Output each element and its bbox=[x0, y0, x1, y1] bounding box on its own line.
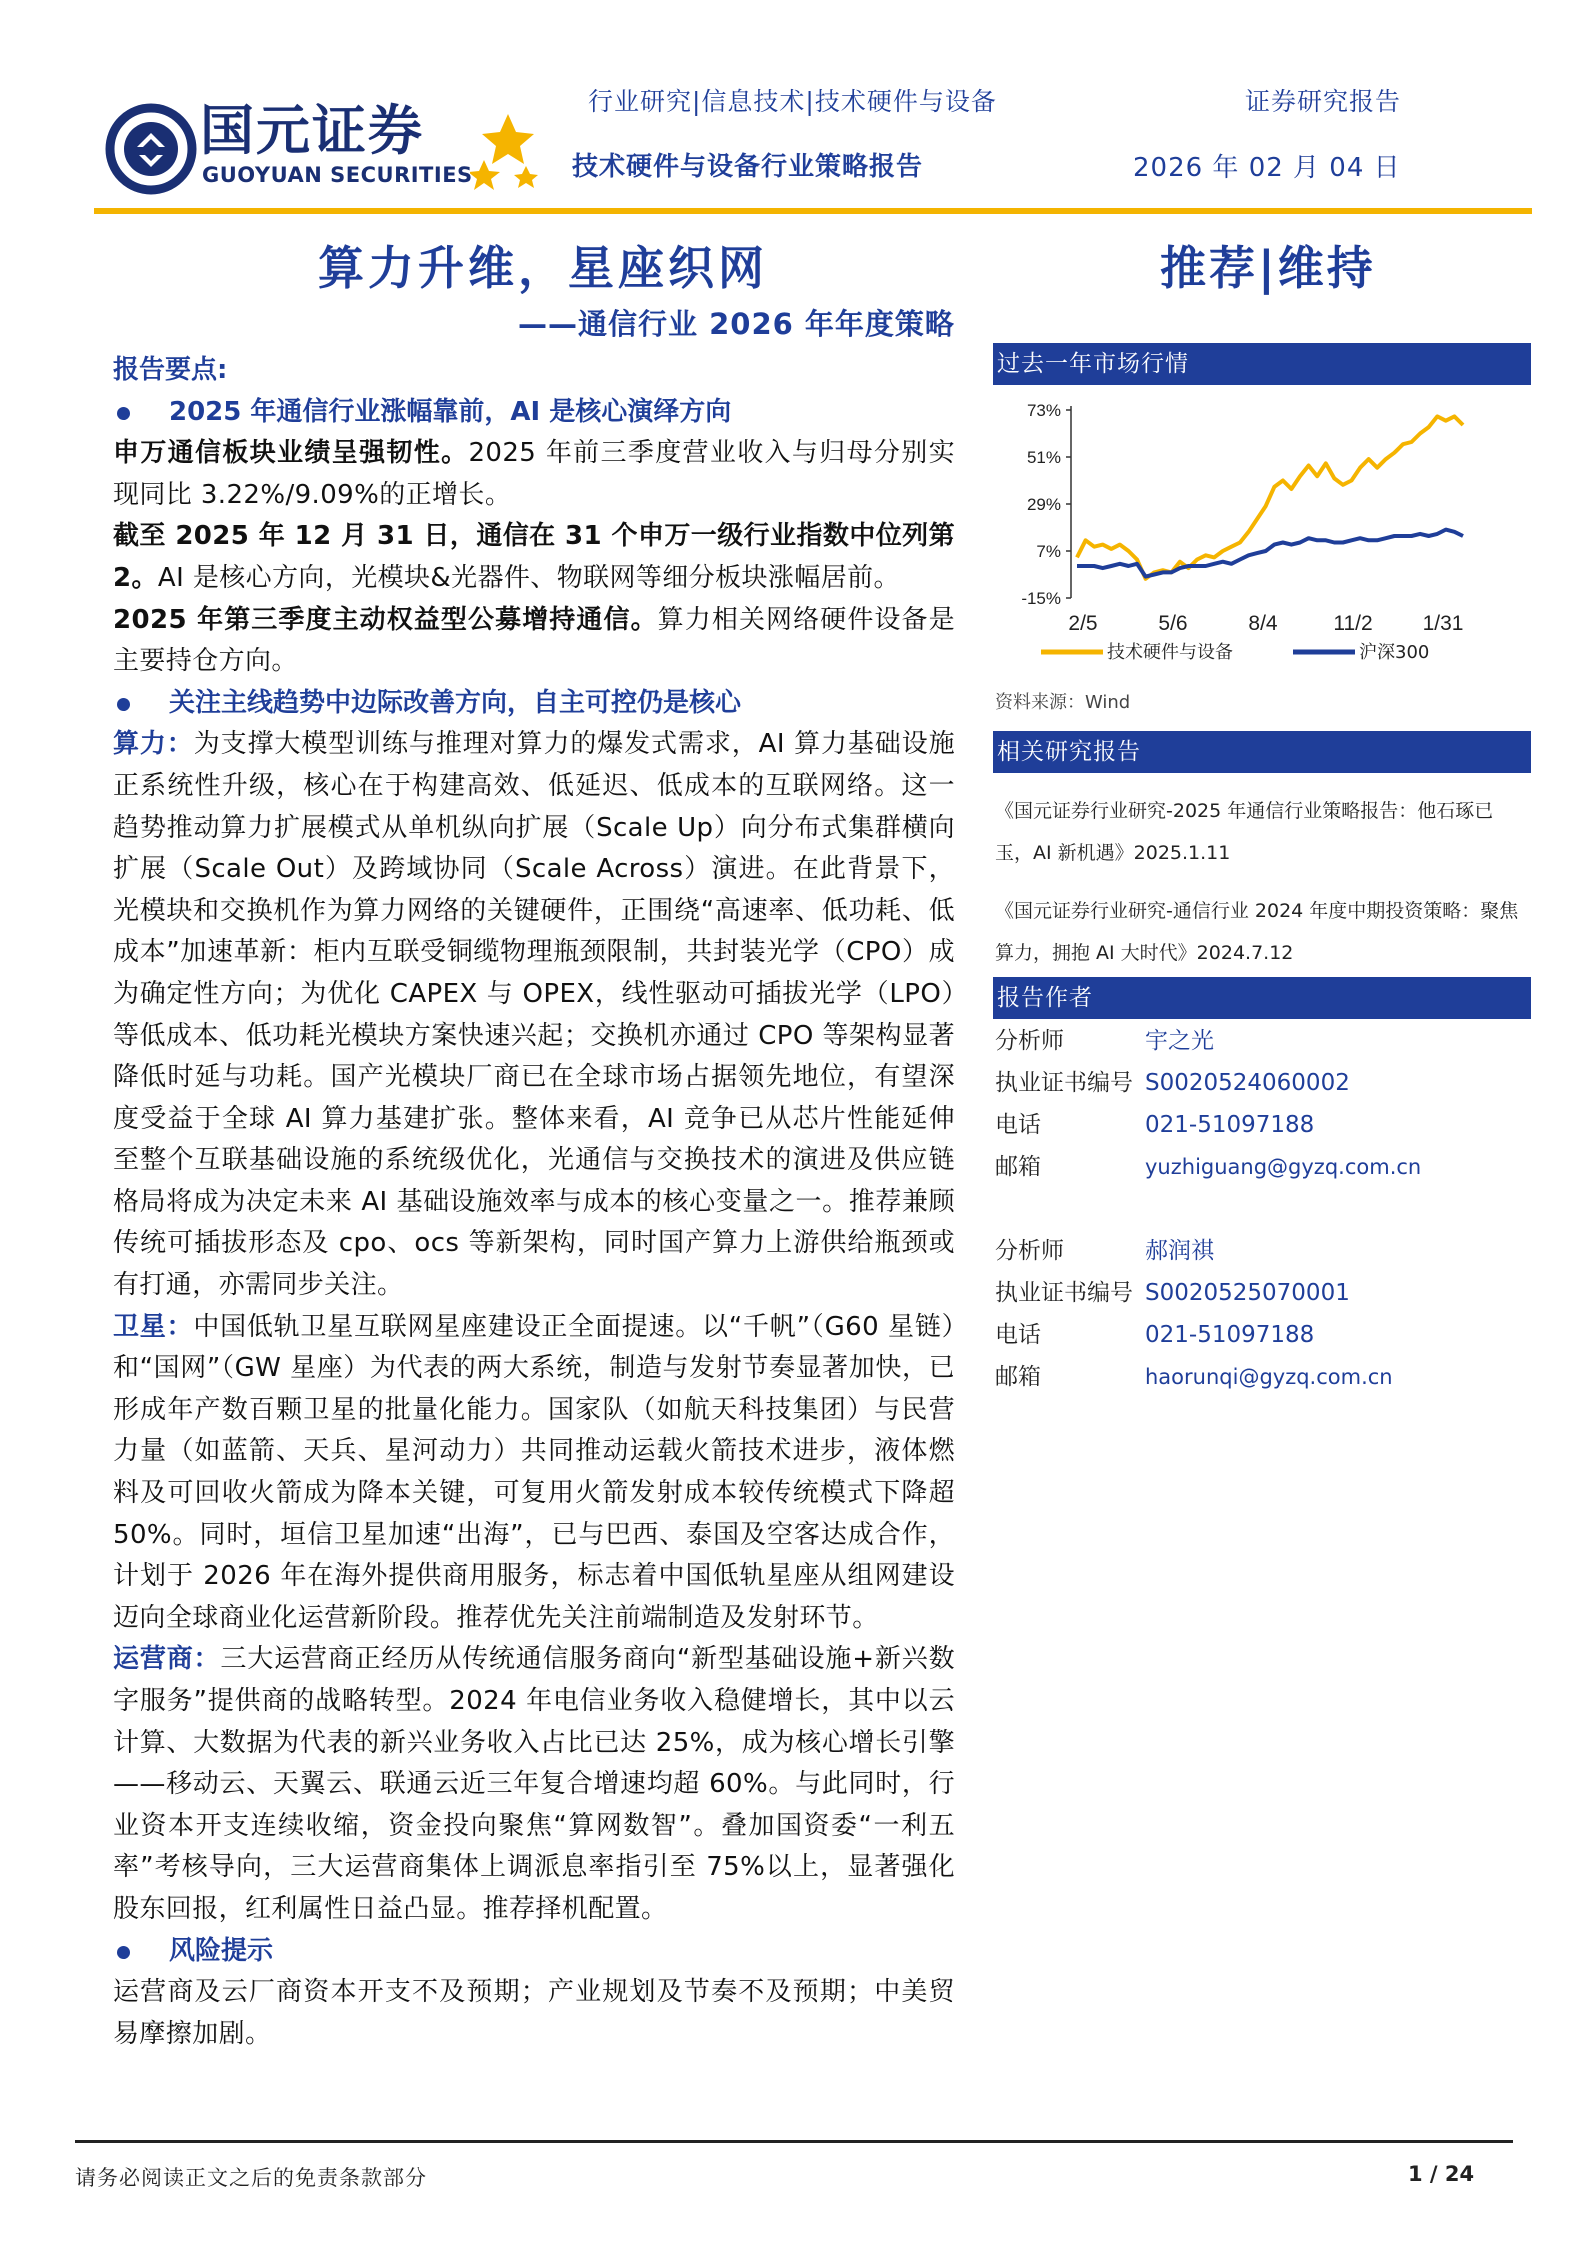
x-tick-label: 11/2 bbox=[1333, 612, 1373, 635]
paragraph-operators-text: 三大运营商正经历从传统通信服务商向“新型基础设施+新兴数字服务”提供商的战略转型。2024 年电信业务收入稳健增长，其中以云计算、大数据为代表的新兴业务收入占比已达 25%，成为核心增长引擎——移动云、天翼云、联通云近三年复合增速均超 60%。与此同时，行业资本开支连续收缩，资金投向聚焦“算网数智”。叠加国资委“一利五率”考核导向，三大运营商集体上调派息率指引至 75%以上，显著强化股东回报，红利属性日益凸显。推荐择机配置。 bbox=[113, 1644, 955, 1924]
label-cert: 执业证书编号 bbox=[995, 1070, 1133, 1096]
series-line-1 bbox=[1077, 416, 1463, 578]
label-analyst: 分析师 bbox=[995, 1028, 1064, 1054]
related-report-2[interactable]: 《国元证券行业研究-通信行业 2024 年度中期投资策略：聚焦算力，拥抱 AI 大时代》2024.7.12 bbox=[995, 900, 1519, 964]
related-report-1[interactable]: 《国元证券行业研究-2025 年通信行业策略报告：他石琢已玉，AI 新机遇》2025.1.11 bbox=[995, 800, 1494, 864]
author-2-cert-row bbox=[995, 1272, 1531, 1314]
label-phone: 电话 bbox=[995, 1112, 1041, 1138]
author-1-cert-row bbox=[995, 1062, 1531, 1104]
rating: 推荐|维持 bbox=[1160, 241, 1376, 295]
y-tick-label: 29% bbox=[1026, 495, 1061, 514]
author-2-email[interactable]: haorunqi@gyzq.com.cn bbox=[1145, 1365, 1393, 1389]
section-label: 报告要点: bbox=[113, 355, 228, 385]
label-phone: 电话 bbox=[995, 1322, 1041, 1348]
paragraph-operators-label: 运营商： bbox=[113, 1644, 221, 1675]
y-tick-label: -15% bbox=[1021, 589, 1061, 608]
paragraph-satellite-text: 中国低轨卫星互联网星座建设正全面提速。以“千帆”（G60 星链）和“国网”（GW 星座）为代表的两大系统，制造与发射节奏显著加快，已形成年产数百颗卫星的批量化能力。国家队（如航天科技集团）与民营力量（如蓝箭、天兵、星河动力）共同推动运载火箭技术进步，液体燃料及可回收火箭成为降本关键，可复用火箭发射成本较传统模式下降超 50%。同时，垣信卫星加速“出海”，已与巴西、泰国及空客达成合作，计划于 2026 年在海外提供商用服务，标志着中国低轨星座从组网建设迈向全球商业化运营新阶段。推荐优先关注前端制造及发射环节。 bbox=[113, 1311, 955, 1633]
x-tick-label: 8/4 bbox=[1248, 612, 1278, 635]
header-subtitle: 技术硬件与设备行业策略报告 bbox=[572, 152, 924, 182]
paragraph-1-lead: 申万通信板块业绩呈强韧性。 bbox=[113, 438, 469, 469]
authors-title-bar: 报告作者 bbox=[993, 977, 1531, 1019]
y-tick-label: 73% bbox=[1026, 401, 1061, 420]
market-title-bar: 过去一年市场行情 bbox=[993, 343, 1531, 385]
author-2-name: 郝润祺 bbox=[1145, 1238, 1214, 1264]
paragraph-computing bbox=[113, 724, 955, 1306]
header-report-type: 证券研究报告 bbox=[1245, 87, 1402, 116]
footer-divider bbox=[75, 2140, 1513, 2143]
author-2-phone-row bbox=[995, 1314, 1531, 1356]
x-tick-label: 2/5 bbox=[1068, 612, 1098, 635]
header-date: 2026 年 02 月 04 日 bbox=[1133, 153, 1401, 183]
author-1-email-row bbox=[995, 1146, 1531, 1188]
paragraph-2-text: AI 是核心方向，光模块&光器件、物联网等细分板块涨幅居前。 bbox=[157, 562, 900, 593]
legend-label-2: 沪深300 bbox=[1359, 642, 1430, 663]
header-divider bbox=[94, 208, 1532, 214]
logo-text-en: GUOYUAN SECURITIES bbox=[202, 163, 473, 187]
author-2-email-row bbox=[995, 1356, 1531, 1398]
paragraph-operators bbox=[113, 1639, 955, 1930]
related-reports-title-bar: 相关研究报告 bbox=[993, 731, 1531, 773]
paragraph-risk: 运营商及云厂商资本开支不及预期；产业规划及节奏不及预期；中美贸易摩擦加剧。 bbox=[113, 1977, 955, 2049]
paragraph-computing-label: 算力： bbox=[113, 729, 194, 760]
chart-series bbox=[1077, 416, 1463, 578]
author-1-email[interactable]: yuzhiguang@gyzq.com.cn bbox=[1145, 1155, 1422, 1179]
report-summary bbox=[113, 350, 955, 2055]
author-2-phone: 021-51097188 bbox=[1145, 1322, 1315, 1348]
label-email: 邮箱 bbox=[995, 1364, 1041, 1390]
report-subtitle: ——通信行业 2026 年年度策略 bbox=[518, 307, 955, 341]
author-1-cert: S0020524060002 bbox=[1145, 1070, 1350, 1096]
logo-text-cn: 国元证券 bbox=[200, 99, 424, 162]
y-tick-label: 7% bbox=[1036, 542, 1061, 561]
legend-label-1: 技术硬件与设备 bbox=[1107, 642, 1233, 663]
paragraph-satellite bbox=[113, 1307, 955, 1640]
author-2-name-row bbox=[995, 1230, 1531, 1272]
author-1-phone-row bbox=[995, 1104, 1531, 1146]
chart-y-axis bbox=[1021, 401, 1071, 608]
x-tick-label: 1/31 bbox=[1422, 612, 1464, 635]
paragraph-3-text: 算力相关网络硬件设备是主要持仓方向。 bbox=[113, 604, 955, 677]
chart-source: 资料来源：Wind bbox=[995, 692, 1131, 713]
chart-legend bbox=[1041, 642, 1429, 663]
logo-emblem-icon bbox=[105, 103, 197, 195]
paragraph-1-text: 2025 年前三季度营业收入与归母分别实现同比 3.22%/9.09%的正增长。 bbox=[113, 438, 956, 510]
paragraph-3 bbox=[113, 600, 955, 683]
paragraph-2 bbox=[113, 516, 955, 599]
x-tick-label: 5/6 bbox=[1158, 612, 1188, 635]
chart-x-axis bbox=[1068, 612, 1463, 635]
report-title: 算力升维，星座织网 bbox=[318, 241, 768, 295]
bullet-heading-risk: 风险提示 bbox=[113, 1931, 955, 1973]
footer-disclaimer: 请务必阅读正文之后的免责条款部分 bbox=[75, 2166, 427, 2190]
author-1-name-row bbox=[995, 1020, 1531, 1062]
paragraph-3-lead: 2025 年第三季度主动权益型公募增持通信。 bbox=[113, 604, 658, 635]
header-category: 行业研究|信息技术|技术硬件与设备 bbox=[588, 87, 997, 116]
label-cert: 执业证书编号 bbox=[995, 1280, 1133, 1306]
paragraph-computing-text: 为支撑大模型训练与推理对算力的爆发式需求，AI 算力基础设施正系统性升级，核心在于构建高效、低延迟、低成本的互联网络。这一趋势推动算力扩展模式从单机纵向扩展（Scale Up）向分布式集群横向扩展（Scale Out）及跨域协同（Scale Across）演进。在此背景下，光模块和交换机作为算力网络的关键硬件，正围绕“高速率、低功耗、低成本”加速革新：柜内互联受铜缆物理瓶颈限制，共封装光学（CPO）成为确定性方向；为优化 CAPEX 与 OPEX，线性驱动可插拔光学（LPO）等低成本、低功耗光模块方案快速兴起；交换机亦通过 CPO 等架构显著降低时延与功耗。国产光模块厂商已在全球市场占据领先地位，有望深度受益于全球 AI 算力基建扩张。整体来看，AI 竞争已从芯片性能延伸至整个互联基础设施的系统级优化，光通信与交换技术的演进及供应链格局将成为决定未来 AI 基础设施效率与成本的核心变量之一。推荐兼顾传统可插拔形态及 cpo、ocs 等新架构，同时国产算力上游供给瓶颈或有打通，亦需同步关注。 bbox=[113, 729, 955, 1301]
bullet-heading-2: 关注主线趋势中边际改善方向，自主可控仍是核心 bbox=[113, 683, 955, 725]
label-email: 邮箱 bbox=[995, 1154, 1041, 1180]
market-chart bbox=[993, 390, 1531, 670]
logo-stars-icon bbox=[470, 110, 540, 190]
paragraph-1 bbox=[113, 433, 955, 516]
author-1-phone: 021-51097188 bbox=[1145, 1112, 1315, 1138]
series-line-2 bbox=[1077, 530, 1463, 577]
label-analyst: 分析师 bbox=[995, 1238, 1064, 1264]
author-1-name: 宇之光 bbox=[1145, 1028, 1214, 1054]
y-tick-label: 51% bbox=[1026, 448, 1061, 467]
author-2-cert: S0020525070001 bbox=[1145, 1280, 1350, 1306]
bullet-heading-1: 2025 年通信行业涨幅靠前，AI 是核心演绎方向 bbox=[113, 392, 955, 434]
page-number: 1 / 24 bbox=[1408, 2162, 1475, 2186]
paragraph-satellite-label: 卫星： bbox=[113, 1311, 194, 1342]
paragraph-2-lead: 截至 2025 年 12 月 31 日，通信在 31 个申万一级行业指数中位列第 2。 bbox=[113, 521, 955, 593]
